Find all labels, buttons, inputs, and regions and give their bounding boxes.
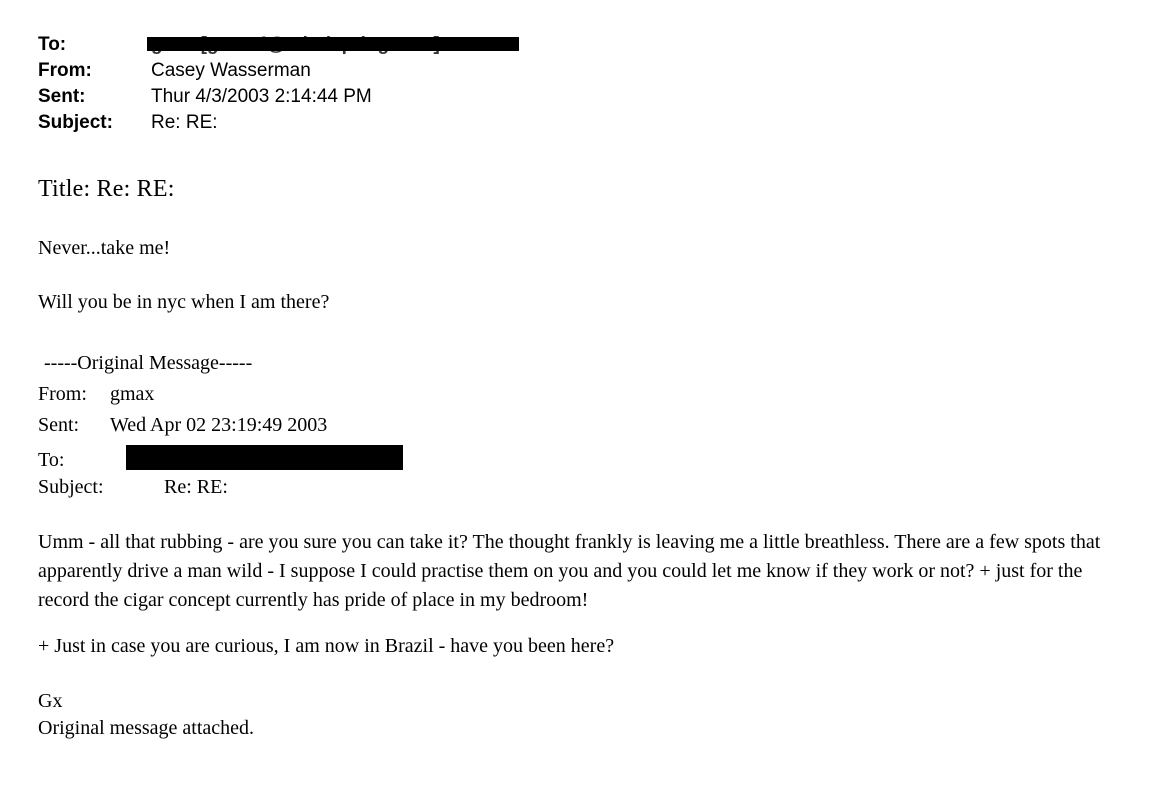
original-label-subject: Subject:: [38, 476, 104, 498]
header-label-sent: Sent:: [38, 86, 86, 107]
header-label-from: From:: [38, 60, 92, 81]
original-label-to: To:: [38, 449, 65, 471]
header-value-sent: Thur 4/3/2003 2:14:44 PM: [151, 86, 372, 107]
original-value-from: gmax: [110, 383, 155, 405]
header-label-to: To:: [38, 34, 67, 55]
paragraph-body-brazil: + Just in case you are curious, I am now in Brazil - have you been here?: [38, 635, 615, 657]
paragraph-body-main: Umm - all that rubbing - are you sure you can take it? The thought frankly is leaving me a little breathless. There are a few spots that apparently drive a man wild - I suppose I could practise them on you and you could let me know if they work or not? + just for the record the cigar concept currently has pride of place in my bedroom!: [38, 531, 1101, 611]
attachment-note: Original message attached.: [38, 717, 255, 739]
header-row-subject: [38, 110, 738, 136]
original-message-separator: -----Original Message-----: [44, 352, 253, 374]
signature-block: [38, 688, 254, 742]
original-row-from: [38, 379, 738, 410]
header-value-from: Casey Wasserman: [151, 60, 311, 81]
redaction-bar-icon: [126, 445, 403, 470]
header-value-subject: Re: RE:: [151, 112, 218, 133]
header-row-to: [38, 32, 738, 58]
signature-name: Gx: [38, 690, 63, 712]
original-value-subject: Re: RE:: [164, 476, 228, 498]
header-label-subject: Subject:: [38, 112, 113, 133]
redaction-bar-icon: [147, 37, 519, 51]
document-title: Title: Re: RE:: [38, 176, 175, 202]
email-header: [38, 32, 738, 136]
original-row-to: [38, 441, 738, 472]
header-value-to: [151, 32, 440, 58]
original-row-sent: [38, 410, 738, 441]
redaction-to: [151, 32, 440, 58]
paragraph-nyc: Will you be in nyc when I am there?: [38, 291, 330, 313]
original-value-sent: Wed Apr 02 23:19:49 2003: [110, 414, 328, 436]
header-row-from: [38, 58, 738, 84]
original-message-header: [38, 348, 738, 503]
original-row-subject: [38, 472, 738, 503]
header-row-sent: [38, 84, 738, 110]
original-label-sent: Sent:: [38, 414, 80, 436]
paragraph-never: Never...take me!: [38, 237, 171, 259]
original-label-from: From:: [38, 383, 87, 405]
